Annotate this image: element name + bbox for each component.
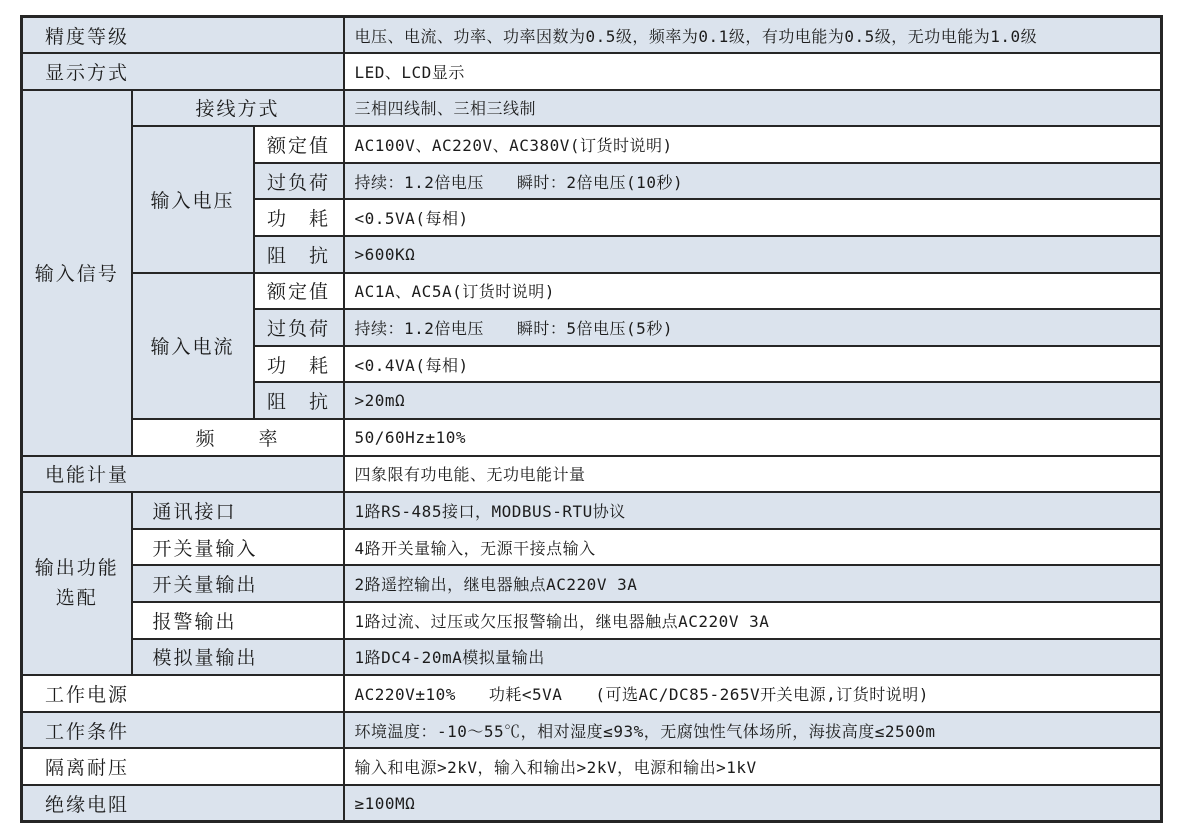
accuracy-value: 电压、电流、功率、功率因数为0.5级，频率为0.1级，有功电能为0.5级，无功电能为1.0级 — [344, 17, 1162, 54]
current-impedance-label: 阻 抗 — [254, 382, 344, 419]
input-voltage-header: 输入电压 — [132, 126, 254, 272]
row-current-rated — [22, 273, 1162, 310]
current-overload-label: 过负荷 — [254, 309, 344, 346]
current-overload-value: 持续：1.2倍电压 瞬时：5倍电压(5秒) — [344, 309, 1162, 346]
voltage-impedance-label: 阻 抗 — [254, 236, 344, 273]
row-analog-output — [22, 639, 1162, 676]
row-display-mode — [22, 53, 1162, 90]
frequency-value: 50/60Hz±10% — [344, 419, 1162, 456]
current-power-value: <0.4VA(每相) — [344, 346, 1162, 383]
switch-input-value: 4路开关量输入，无源干接点输入 — [344, 529, 1162, 566]
frequency-label: 频 率 — [132, 419, 344, 456]
alarm-output-value: 1路过流、过压或欠压报警输出，继电器触点AC220V 3A — [344, 602, 1162, 639]
wiring-value: 三相四线制、三相三线制 — [344, 90, 1162, 127]
power-supply-label: 工作电源 — [22, 675, 344, 712]
voltage-power-label: 功 耗 — [254, 199, 344, 236]
wiring-label: 接线方式 — [132, 90, 344, 127]
isolation-voltage-label: 隔离耐压 — [22, 748, 344, 785]
row-switch-input — [22, 529, 1162, 566]
current-impedance-value: >20mΩ — [344, 382, 1162, 419]
analog-output-label: 模拟量输出 — [132, 639, 344, 676]
row-voltage-rated — [22, 126, 1162, 163]
spec-table — [20, 15, 1163, 823]
voltage-overload-label: 过负荷 — [254, 163, 344, 200]
input-signal-header: 输入信号 — [22, 90, 132, 456]
analog-output-value: 1路DC4-20mA模拟量输出 — [344, 639, 1162, 676]
row-accuracy — [22, 17, 1162, 54]
energy-metering-value: 四象限有功电能、无功电能计量 — [344, 456, 1162, 493]
isolation-voltage-value: 输入和电源>2kV，输入和输出>2kV，电源和输出>1kV — [344, 748, 1162, 785]
insulation-resistance-value: ≥100MΩ — [344, 785, 1162, 822]
display-mode-label: 显示方式 — [22, 53, 344, 90]
row-power-supply — [22, 675, 1162, 712]
row-energy-metering — [22, 456, 1162, 493]
power-supply-value: AC220V±10% 功耗<5VA (可选AC/DC85-265V开关电源,订货时说明) — [344, 675, 1162, 712]
row-working-conditions — [22, 712, 1162, 749]
current-rated-label: 额定值 — [254, 273, 344, 310]
row-switch-output — [22, 565, 1162, 602]
output-options-header-text: 输出功能选配 — [34, 557, 119, 609]
switch-input-label: 开关量输入 — [132, 529, 344, 566]
voltage-impedance-value: >600KΩ — [344, 236, 1162, 273]
voltage-power-value: <0.5VA(每相) — [344, 199, 1162, 236]
output-options-header — [22, 492, 132, 675]
comm-port-value: 1路RS-485接口，MODBUS-RTU协议 — [344, 492, 1162, 529]
accuracy-label: 精度等级 — [22, 17, 344, 54]
switch-output-value: 2路遥控输出，继电器触点AC220V 3A — [344, 565, 1162, 602]
insulation-resistance-label: 绝缘电阻 — [22, 785, 344, 822]
comm-port-label: 通讯接口 — [132, 492, 344, 529]
voltage-overload-value: 持续：1.2倍电压 瞬时：2倍电压(10秒) — [344, 163, 1162, 200]
row-comm-port — [22, 492, 1162, 529]
energy-metering-label: 电能计量 — [22, 456, 344, 493]
display-mode-value: LED、LCD显示 — [344, 53, 1162, 90]
row-wiring — [22, 90, 1162, 127]
voltage-rated-value: AC100V、AC220V、AC380V(订货时说明) — [344, 126, 1162, 163]
voltage-rated-label: 额定值 — [254, 126, 344, 163]
working-conditions-value: 环境温度：-10～55℃，相对湿度≤93%，无腐蚀性气体场所，海拔高度≤2500m — [344, 712, 1162, 749]
row-alarm-output — [22, 602, 1162, 639]
input-current-header: 输入电流 — [132, 273, 254, 419]
current-rated-value: AC1A、AC5A(订货时说明) — [344, 273, 1162, 310]
row-frequency — [22, 419, 1162, 456]
switch-output-label: 开关量输出 — [132, 565, 344, 602]
working-conditions-label: 工作条件 — [22, 712, 344, 749]
row-isolation-voltage — [22, 748, 1162, 785]
row-insulation-resistance — [22, 785, 1162, 822]
alarm-output-label: 报警输出 — [132, 602, 344, 639]
current-power-label: 功 耗 — [254, 346, 344, 383]
